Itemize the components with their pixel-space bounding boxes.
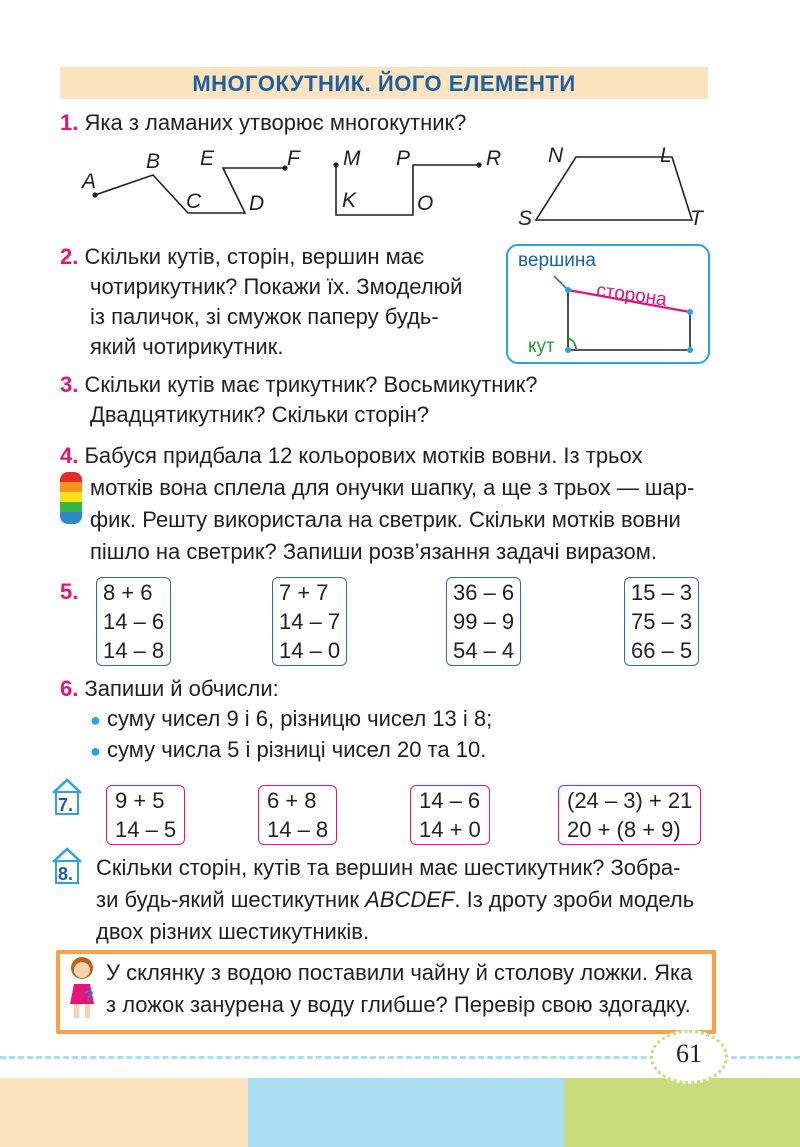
task-3 xyxy=(60,370,538,430)
task-number: 3. xyxy=(60,372,79,397)
vertex-dot xyxy=(687,309,693,315)
expression: 20 + (8 + 9) xyxy=(567,817,681,842)
expr-box xyxy=(624,577,699,666)
expression: 14 – 0 xyxy=(279,638,341,663)
task-number: 4. xyxy=(60,443,79,468)
label-side: сторона xyxy=(595,280,669,311)
puzzle-line: з ложок занурена у воду глибше? Перевір свою здогадку. xyxy=(106,992,691,1017)
task-6-text: Запиши й обчисли: xyxy=(84,676,279,701)
expression: 14 + 0 xyxy=(419,817,481,842)
bullet-text: суму числа 5 і різниці чисел 20 та 10. xyxy=(107,737,487,762)
task-1 xyxy=(60,107,466,139)
label-n: N xyxy=(548,144,564,167)
bullet-icon: ● xyxy=(90,710,101,730)
task-2-line: який чотирикутник. xyxy=(90,334,284,359)
task-2-line: із паличок, зі смужок паперу будь- xyxy=(90,304,439,329)
vertex-dot xyxy=(565,287,571,293)
footer-band-green xyxy=(564,1078,800,1147)
task-8-line: Скільки сторін, кутів та вершин має шестикутник? Зобра- xyxy=(96,855,681,880)
label-p: P xyxy=(396,147,411,170)
label-k: K xyxy=(342,189,357,212)
expr-box xyxy=(258,785,337,845)
label-d: D xyxy=(249,192,265,215)
expression: 54 – 4 xyxy=(453,638,515,663)
quadrilateral-diagram xyxy=(506,244,710,364)
expression: 36 – 6 xyxy=(453,580,515,605)
expression: 14 – 7 xyxy=(279,609,341,634)
task-6 xyxy=(60,674,492,766)
task-2-line: чотирикутник? Покажи їх. Змоделюй xyxy=(90,274,463,299)
puzzle-line: У склянку з водою поставили чайну й столову ложки. Яка xyxy=(106,960,693,985)
footer-band-blue xyxy=(248,1078,564,1147)
label-o: O xyxy=(417,192,434,215)
vertex-dot xyxy=(565,347,571,353)
task-2 xyxy=(60,242,462,362)
expr-box xyxy=(272,577,347,666)
label-vertex: вершина xyxy=(518,250,596,271)
label-t: T xyxy=(690,207,703,230)
expression: 14 – 8 xyxy=(267,817,329,842)
task-number: 6. xyxy=(60,676,79,701)
expr-box xyxy=(106,785,185,845)
svg-text:?: ? xyxy=(84,988,94,1005)
task-8-line: двох різних шестикутників. xyxy=(96,919,370,944)
vertex-pointer xyxy=(554,276,566,288)
task-2-line: Скільки кутів, сторін, вершин має xyxy=(84,244,425,269)
expression: 9 + 5 xyxy=(115,788,165,813)
label-m: M xyxy=(343,147,361,170)
vertex-dot xyxy=(687,347,693,353)
page-number: 61 xyxy=(676,1039,702,1068)
task-number: 5. xyxy=(60,579,79,604)
label-e: E xyxy=(200,147,215,170)
expr-box xyxy=(446,577,521,666)
expression: 99 – 9 xyxy=(453,609,515,634)
task-8 xyxy=(96,852,694,948)
expression: 7 + 7 xyxy=(279,580,329,605)
expr-box xyxy=(558,785,701,845)
page-title: МНОГОКУТНИК. ЙОГО ЕЛЕМЕНТИ xyxy=(192,71,576,96)
point-r xyxy=(476,162,481,167)
label-b: B xyxy=(146,150,161,173)
label-l: L xyxy=(660,144,672,167)
bullet-text: суму чисел 9 і 6, різницю чисел 13 і 8; xyxy=(107,706,493,731)
expr-box xyxy=(410,785,490,845)
task-number: 8. xyxy=(58,864,74,884)
task-4-line: фик. Решту використала на светрик. Скільки мотків вовни xyxy=(90,507,681,532)
task-text: Яка з ламаних утворює многокутник? xyxy=(84,110,467,135)
task-number: 1. xyxy=(60,110,79,135)
expr-box xyxy=(96,577,171,666)
expression: 14 – 6 xyxy=(419,788,481,813)
task-4-line: Бабуся придбала 12 кольорових мотків вовни. Із трьох xyxy=(84,443,643,468)
label-a: A xyxy=(82,170,97,193)
label-c: C xyxy=(186,190,202,213)
expression: 14 – 8 xyxy=(103,638,165,663)
girl-icon xyxy=(62,954,102,1024)
expression: 75 – 3 xyxy=(631,609,693,634)
expression: (24 – 3) + 21 xyxy=(567,788,693,813)
expression: 15 – 3 xyxy=(631,580,693,605)
label-f: F xyxy=(287,147,300,170)
task-4 xyxy=(60,440,694,568)
task-3-line: Скільки кутів має трикутник? Восьмикутник? xyxy=(84,372,538,397)
label-r: R xyxy=(486,147,502,170)
hexagon-name: ABCDEF xyxy=(365,887,455,912)
bullet-icon: ● xyxy=(90,741,101,761)
task-4-line: мотків вона сплела для онучки шапку, а ще з трьох — шар- xyxy=(90,475,695,500)
expression: 14 – 6 xyxy=(103,609,165,634)
expression: 14 – 5 xyxy=(115,817,177,842)
label-s: S xyxy=(518,207,533,230)
task-8-line: . Із дроту зроби модель xyxy=(454,887,695,912)
footer-band-orange xyxy=(0,1078,248,1147)
task-3-line: Двадцятикутник? Скільки сторін? xyxy=(90,402,429,427)
task-number: 2. xyxy=(60,244,79,269)
task-8-line: зи будь-який шестикутник xyxy=(96,887,366,912)
task-4-line: пішло на светрик? Запиши розв’язання задачі виразом. xyxy=(90,539,658,564)
point-m xyxy=(333,162,338,167)
polyline-b xyxy=(336,165,479,215)
task-number: 7. xyxy=(58,795,74,815)
label-angle: кут xyxy=(528,336,555,357)
expression: 6 + 8 xyxy=(267,788,317,813)
puzzle-text xyxy=(106,957,692,1021)
expression: 8 + 6 xyxy=(103,580,153,605)
expression: 66 – 5 xyxy=(631,638,693,663)
